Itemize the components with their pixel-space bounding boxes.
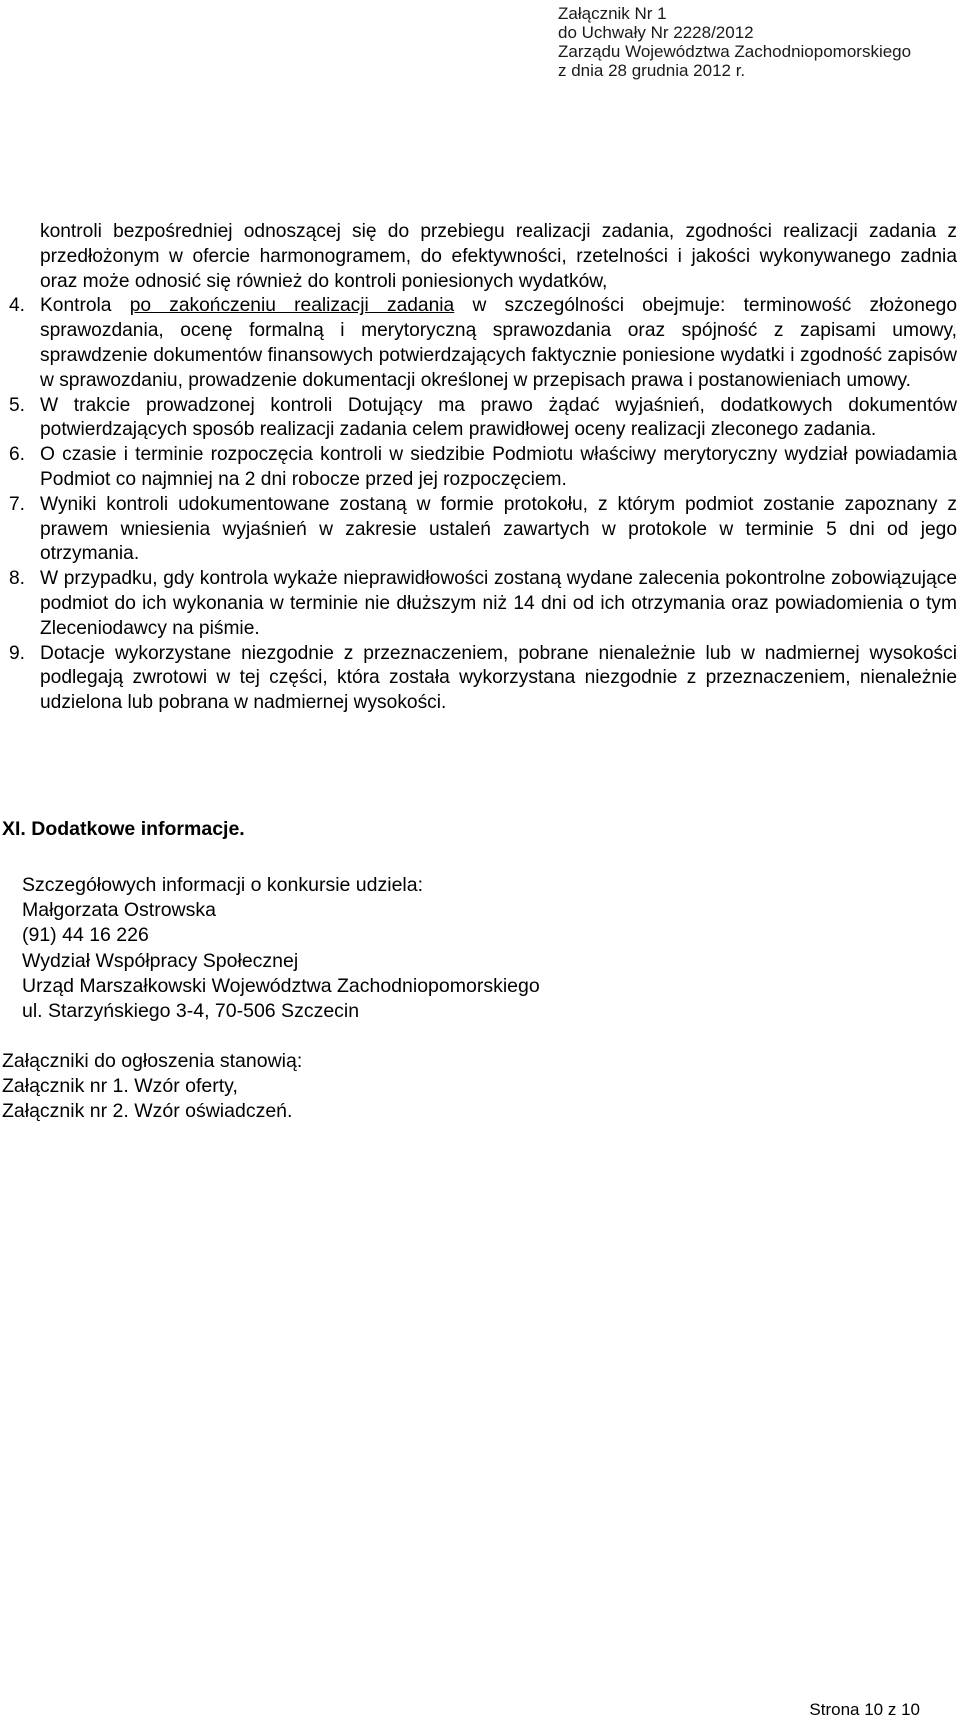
contact-line: Małgorzata Ostrowska [22, 899, 216, 922]
list-item-text: W przypadku, gdy kontrola wykaże nieprawidłowości zostaną wydane zalecenia pokontrolne zobowiązujące podmiot do ich wykonania w terminie nie dłuższym niż 14 dni od ich otrzymania oraz powiadomienia o tym Zleceniodawcy na piśmie. [40, 568, 957, 639]
header-line: Załącznik Nr 1 [558, 4, 667, 23]
list-item-text: Wyniki kontroli udokumentowane zostaną w formie protokołu, z którym podmiot zostanie zapoznany z prawem wniesienia wyjaśnień w zakresie ustaleń zawartych w protokole w terminie 5 dni od jego otrzymania. [40, 493, 957, 565]
document-header [558, 4, 950, 80]
section-heading: XI. Dodatkowe informacje. [2, 818, 245, 840]
list-item-number: 5. [9, 394, 26, 416]
contact-block [22, 873, 540, 1024]
continuation-text: kontroli bezpośredniej odnoszącej się do przebiegu realizacji zadania, zgodności realizacji zadania z przedłożonym w ofercie harmonogramem, do efektywności, rzetelności i jakości wykonywanego zadnia oraz może odnosić się również do kontroli poniesionych wydatków, [40, 221, 957, 292]
list-item [9, 394, 957, 444]
list-item [9, 567, 957, 641]
list-item-text: W trakcie prowadzonej kontroli Dotujący ma prawo żądać wyjaśnień, dodatkowych dokumentów potwierdzających sposób realizacji zadania celem prawidłowej oceny realizacji zleconego zadania. [40, 394, 957, 441]
contact-line: ul. Starzyńskiego 3-4, 70-506 Szczecin [22, 1000, 360, 1023]
attachments-line: Załączniki do ogłoszenia stanowią: [2, 1050, 303, 1072]
list-item [9, 294, 957, 393]
attachments-line: Załącznik nr 2. Wzór oświadczeń. [2, 1100, 293, 1123]
list-item-number: 9. [9, 642, 26, 664]
list-item [9, 493, 957, 567]
page-number: Strona 10 z 10 [809, 1700, 920, 1719]
underlined-phrase: po zakończeniu realizacji zadania [129, 295, 455, 317]
numbered-list [9, 294, 957, 716]
list-item-number: 8. [9, 568, 26, 590]
list-item-number: 7. [9, 493, 26, 515]
contact-line: Wydział Współpracy Społecznej [22, 949, 299, 972]
list-item-number: 6. [9, 444, 26, 466]
list-item-text: w szczególności obejmuje: terminowość złożonego sprawozdania, ocenę formalną i merytoryczną sprawozdania oraz spójność z zapisami umowy, sprawdzenie dokumentów finansowych potwierdzających faktycznie poniesione wydatki i zgodność zapisów w sprawozdaniu, prowadzenie dokumentacji określonej w przepisach prawa i postanowieniach umowy. [40, 295, 957, 391]
header-line: do Uchwały Nr 2228/2012 [558, 23, 754, 42]
header-line: Zarządu Województwa Zachodniopomorskiego [558, 42, 912, 61]
main-body [9, 220, 957, 716]
list-item-prefix: Kontrola [40, 295, 130, 317]
contact-line: (91) 44 16 226 [22, 924, 149, 947]
header-line: z dnia 28 grudnia 2012 r. [558, 61, 746, 80]
list-item-text: O czasie i terminie rozpoczęcia kontroli w siedzibie Podmiotu właściwy merytoryczny wydział powiadamia Podmiot co najmniej na 2 dni robocze przed jej rozpoczęciem. [40, 444, 957, 490]
continuation-paragraph [40, 220, 957, 294]
attachments-block [2, 1049, 302, 1125]
contact-line: Szczegółowych informacji o konkursie udziela: [22, 874, 424, 896]
list-item-number: 4. [9, 295, 26, 317]
contact-line: Urząd Marszałkowski Województwa Zachodniopomorskiego [22, 974, 540, 997]
list-item [9, 642, 957, 716]
list-item-text: Dotacje wykorzystane niezgodnie z przeznaczeniem, pobrane nienależnie lub w nadmiernej wysokości podlegają zwrotowi w tej części, która została wykorzystana niezgodnie z przeznaczeniem, nienależnie udzielona lub pobrana w nadmiernej wysokości. [40, 642, 957, 714]
attachments-line: Załącznik nr 1. Wzór oferty, [2, 1075, 238, 1098]
list-item [9, 443, 957, 493]
